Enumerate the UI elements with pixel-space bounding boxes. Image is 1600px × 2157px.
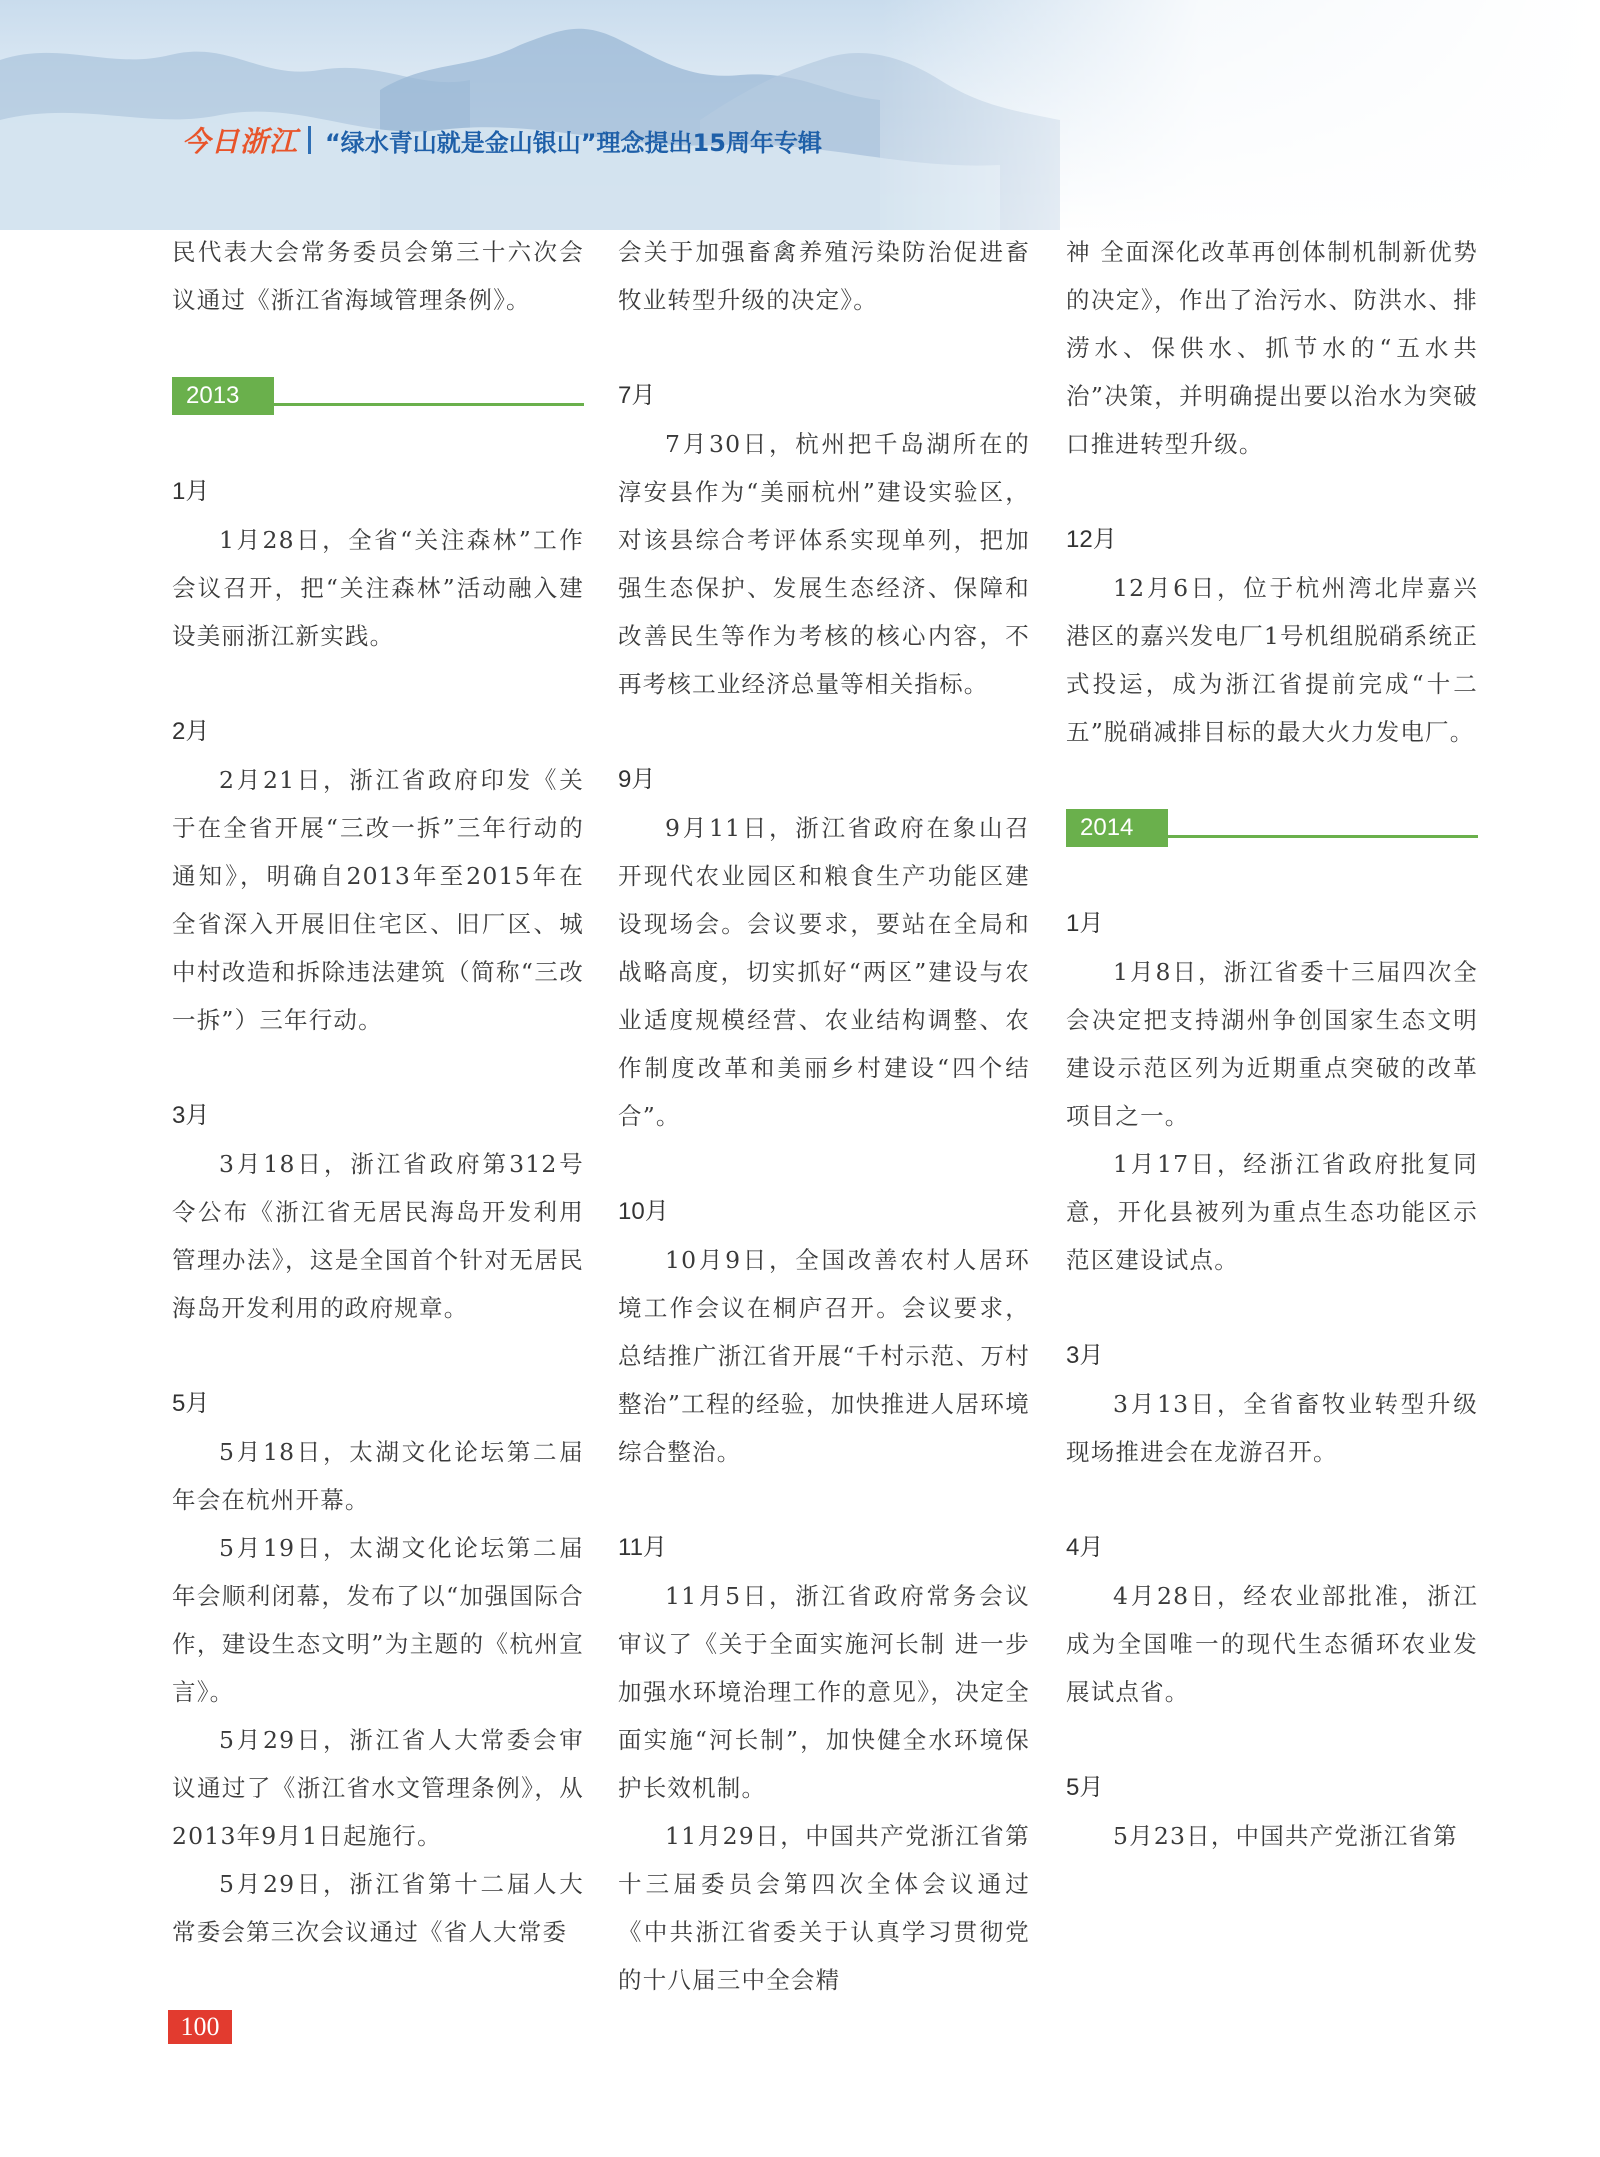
paragraph: 11月29日，中国共产党浙江省第十三届委员会第四次全体会议通过《中共浙江省委关于认真学习贯彻党的十八届三中全会精 <box>618 1822 1030 1994</box>
masthead-divider <box>308 126 311 154</box>
column-3 <box>1066 228 1478 1860</box>
paragraph: 7月30日，杭州把千岛湖所在的淳安县作为“美丽杭州”建设实验区，对该县综合考评体系实现单列，把加强生态保护、发展生态经济、保障和改善民生等作为考核的核心内容，不再考核工业经济总量等相关指标。 <box>618 430 1030 698</box>
year-rule <box>274 403 584 406</box>
year-rule <box>1168 835 1478 838</box>
year-heading-2013 <box>172 372 584 447</box>
paragraph: 5月23日，中国共产党浙江省第 <box>1113 1822 1458 1850</box>
year-label: 2013年 <box>172 377 274 415</box>
paragraph: 民代表大会常务委员会第三十六次会议通过《浙江省海域管理条例》。 <box>172 238 584 314</box>
issue-title: “绿水青山就是金山银山”理念提出15周年专辑 <box>325 128 822 157</box>
column-1 <box>172 228 584 1956</box>
year-label: 2014年 <box>1066 809 1168 847</box>
page-number: 100 <box>168 2010 232 2044</box>
paragraph: 3月18日，浙江省政府第312号令公布《浙江省无居民海岛开发利用管理办法》，这是全国首个针对无居民海岛开发利用的政府规章。 <box>172 1150 584 1322</box>
magazine-logo: 今日浙江 <box>182 125 299 158</box>
month-heading: 5月 <box>172 1390 210 1417</box>
month-heading: 5月 <box>1066 1774 1104 1801</box>
month-heading: 1月 <box>172 478 210 505</box>
month-heading: 7月 <box>618 382 656 409</box>
paragraph: 1月28日，全省“关注森林”工作会议召开，把“关注森林”活动融入建设美丽浙江新实践。 <box>172 526 584 650</box>
column-2 <box>618 228 1030 2004</box>
paragraph: 5月18日，太湖文化论坛第二届年会在杭州开幕。 <box>172 1438 584 1514</box>
month-heading: 10月 <box>618 1198 669 1225</box>
month-heading: 9月 <box>618 766 656 793</box>
article-body <box>172 228 1478 1994</box>
month-heading: 2月 <box>172 718 210 745</box>
paragraph: 1月17日，经浙江省政府批复同意，开化县被列为重点生态功能区示范区建设试点。 <box>1066 1150 1478 1274</box>
year-heading-2014 <box>1066 804 1478 879</box>
paragraph: 11月5日，浙江省政府常务会议审议了《关于全面实施河长制 进一步加强水环境治理工作的意见》，决定全面实施“河长制”，加快健全水环境保护长效机制。 <box>618 1582 1030 1802</box>
paragraph: 5月19日，太湖文化论坛第二届年会顺利闭幕，发布了以“加强国际合作，建设生态文明”为主题的《杭州宣言》。 <box>172 1534 584 1706</box>
month-heading: 3月 <box>1066 1342 1104 1369</box>
month-heading: 3月 <box>172 1102 210 1129</box>
paragraph: 12月6日，位于杭州湾北岸嘉兴港区的嘉兴发电厂1号机组脱硝系统正式投运，成为浙江省提前完成“十二五”脱硝减排目标的最大火力发电厂。 <box>1066 574 1478 746</box>
mountain-illustration <box>0 0 1600 230</box>
paragraph: 9月11日，浙江省政府在象山召开现代农业园区和粮食生产功能区建设现场会。会议要求，要站在全局和战略高度，切实抓好“两区”建设与农业适度规模经营、农业结构调整、农作制度改革和美丽乡村建设“四个结合”。 <box>618 814 1030 1130</box>
month-heading: 12月 <box>1066 526 1117 553</box>
month-heading: 11月 <box>618 1534 667 1561</box>
paragraph: 神 全面深化改革再创体制机制新优势的决定》，作出了治污水、防洪水、排涝水、保供水、抓节水的“五水共治”决策，并明确提出要以治水为突破口推进转型升级。 <box>1066 238 1478 458</box>
paragraph: 5月29日，浙江省人大常委会审议通过了《浙江省水文管理条例》，从2013年9月1日起施行。 <box>172 1726 584 1850</box>
month-heading: 1月 <box>1066 910 1104 937</box>
paragraph: 1月8日，浙江省委十三届四次全会决定把支持湖州争创国家生态文明建设示范区列为近期重点突破的改革项目之一。 <box>1066 958 1478 1130</box>
paragraph: 3月13日，全省畜牧业转型升级现场推进会在龙游召开。 <box>1066 1390 1478 1466</box>
paragraph: 2月21日，浙江省政府印发《关于在全省开展“三改一拆”三年行动的通知》，明确自2013年至2015年在全省深入开展旧住宅区、旧厂区、城中村改造和拆除违法建筑（简称“三改一拆”）三年行动。 <box>172 766 584 1034</box>
paragraph: 会关于加强畜禽养殖污染防治促进畜牧业转型升级的决定》。 <box>618 238 1030 314</box>
header-banner <box>0 0 1600 230</box>
masthead <box>182 122 822 158</box>
paragraph: 4月28日，经农业部批准，浙江成为全国唯一的现代生态循环农业发展试点省。 <box>1066 1582 1478 1706</box>
paragraph: 10月9日，全国改善农村人居环境工作会议在桐庐召开。会议要求，总结推广浙江省开展“千村示范、万村整治”工程的经验，加快推进人居环境综合整治。 <box>618 1246 1030 1466</box>
month-heading: 4月 <box>1066 1534 1104 1561</box>
paragraph: 5月29日，浙江省第十二届人大常委会第三次会议通过《省人大常委 <box>172 1870 584 1946</box>
